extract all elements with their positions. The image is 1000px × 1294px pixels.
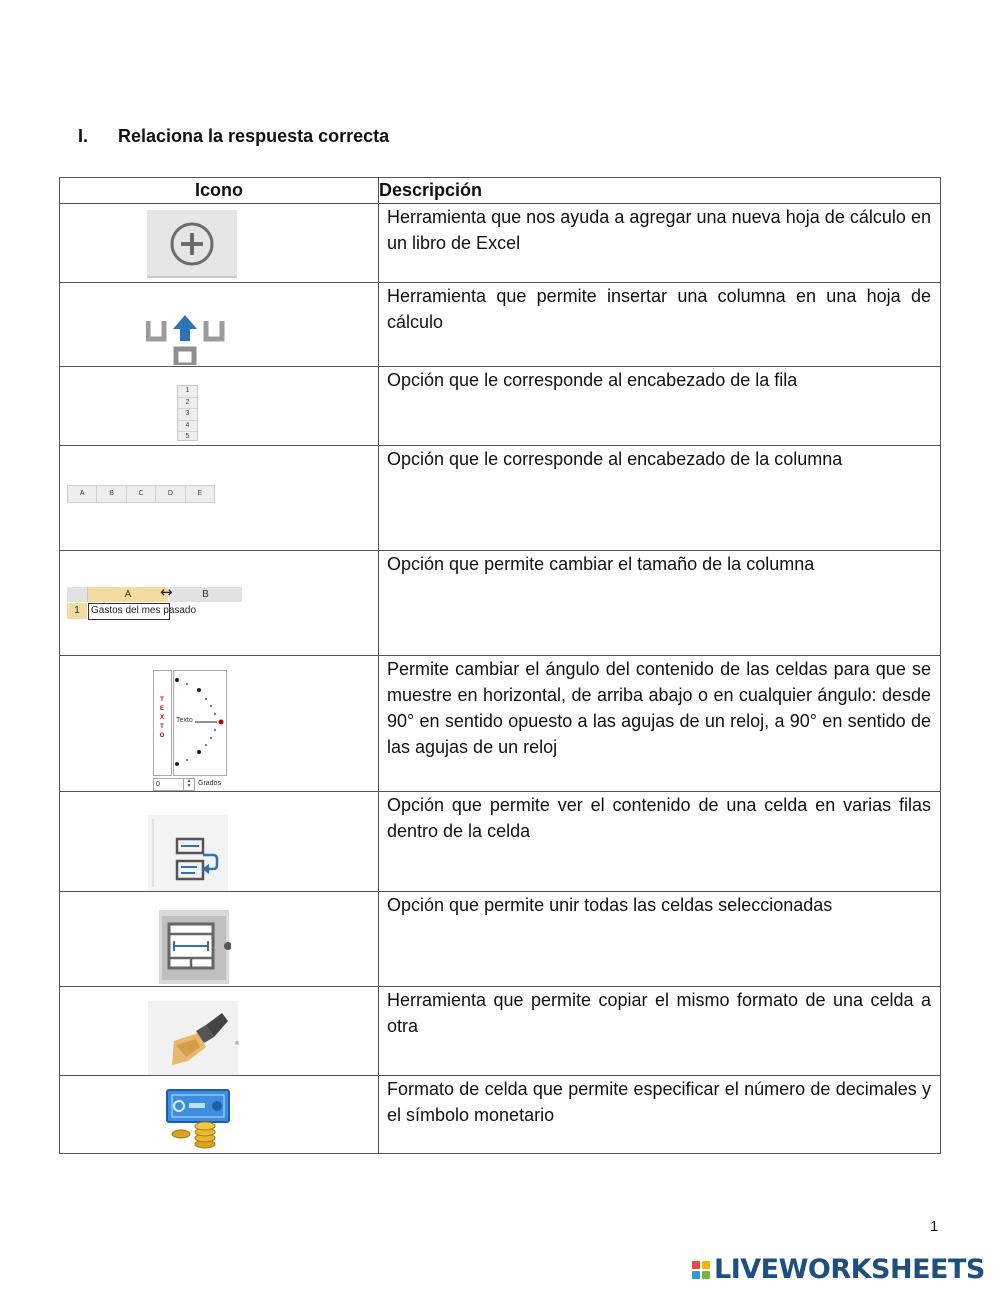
vertical-text-letter: X <box>159 715 164 721</box>
description-cell: Opción que permite cambiar el tamaño de la columna <box>379 551 941 656</box>
row-header-icon <box>177 385 198 441</box>
column-letter: D <box>156 486 185 502</box>
vertical-text-letter: O <box>159 733 165 739</box>
description-cell: Herramienta que nos ayuda a agregar una nueva hoja de cálculo en un libro de Excel <box>379 204 941 283</box>
vertical-text-letter: T <box>160 697 164 703</box>
icon-column-header: Icono <box>60 178 379 204</box>
table-row <box>60 892 941 987</box>
icon-cell <box>60 892 379 987</box>
orientation-text-label: Texto <box>176 717 193 724</box>
description-cell: Herramienta que permite copiar el mismo formato de una celda a otra <box>379 987 941 1076</box>
icon-cell <box>60 656 379 792</box>
degrees-value: 0 <box>156 781 160 788</box>
column-letter: A <box>68 486 97 502</box>
resize-row-header: 1 <box>67 603 87 619</box>
icon-cell <box>60 446 379 551</box>
resize-column-icon <box>67 583 242 621</box>
spinner-icon: ▲ ▼ <box>183 779 194 790</box>
row-number: 1 <box>178 386 197 398</box>
row-number: 4 <box>178 421 197 433</box>
description-cell: Opción que permite unir todas las celdas seleccionadas <box>379 892 941 987</box>
vertical-text-letter: T <box>160 724 164 730</box>
icon-cell <box>60 551 379 656</box>
table-row <box>60 656 941 792</box>
currency-format-icon <box>165 1088 231 1150</box>
vertical-text-letter: E <box>159 706 164 712</box>
table-row <box>60 1076 941 1154</box>
matching-table <box>59 177 941 1154</box>
description-cell: Opción que permite ver el contenido de una celda en varias filas dentro de la celda <box>379 792 941 892</box>
description-cell: Opción que le corresponde al encabezado de la columna <box>379 446 941 551</box>
icon-cell <box>60 367 379 446</box>
resize-col-b-header: B <box>169 587 242 602</box>
table-header-row <box>60 178 941 204</box>
text-orientation-icon <box>153 670 229 792</box>
liveworksheets-logo <box>692 1254 985 1285</box>
column-letter: E <box>197 490 203 497</box>
resize-cell-text: Gastos del mes pasado <box>91 605 197 616</box>
add-sheet-icon <box>147 210 237 278</box>
table-row <box>60 792 941 892</box>
page-number: 1 <box>930 1218 939 1235</box>
description-cell: Herramienta que permite insertar una columna en una hoja de cálculo <box>379 283 941 367</box>
description-cell: Formato de celda que permite especificar el número de decimales y el símbolo monetario <box>379 1076 941 1154</box>
format-painter-icon <box>148 1001 240 1075</box>
table-row <box>60 204 941 283</box>
table-row <box>60 367 941 446</box>
icon-cell <box>60 987 379 1076</box>
section-number: I. <box>78 126 89 146</box>
section-title: Relaciona la respuesta correcta <box>118 126 390 146</box>
row-number: 5 <box>185 433 190 441</box>
row-number: 2 <box>178 398 197 410</box>
table-row <box>60 283 941 367</box>
icon-cell <box>60 204 379 283</box>
icon-cell <box>60 792 379 892</box>
icon-cell <box>60 1076 379 1154</box>
degrees-label: Grados <box>198 780 221 787</box>
liveworksheets-mark-icon <box>692 1261 710 1279</box>
table-row <box>60 987 941 1076</box>
degrees-input <box>153 778 195 791</box>
column-letter: C <box>127 486 156 502</box>
icon-cell <box>60 283 379 367</box>
table-row <box>60 446 941 551</box>
description-cell: Opción que le corresponde al encabezado de la fila <box>379 367 941 446</box>
description-cell: Permite cambiar el ángulo del contenido de las celdas para que se muestre en horizontal, de arriba abajo o en cualquier ángulo: desde 90° en sentido opuesto a las agujas de un reloj, a 90° en sentido de las agujas de un reloj <box>379 656 941 792</box>
brand-text: LIVEWORKSHEETS <box>714 1254 985 1285</box>
wrap-text-icon <box>148 815 228 891</box>
column-letter: B <box>97 486 126 502</box>
row-number: 3 <box>178 409 197 421</box>
column-header-icon <box>67 485 215 503</box>
insert-column-icon <box>146 313 226 365</box>
merge-cells-icon <box>159 910 231 984</box>
resize-cursor-icon: ↔ <box>160 583 173 601</box>
table-row <box>60 551 941 656</box>
description-column-header: Descripción <box>379 178 941 204</box>
section-heading <box>78 126 389 147</box>
resize-col-a-header: A <box>88 587 168 602</box>
